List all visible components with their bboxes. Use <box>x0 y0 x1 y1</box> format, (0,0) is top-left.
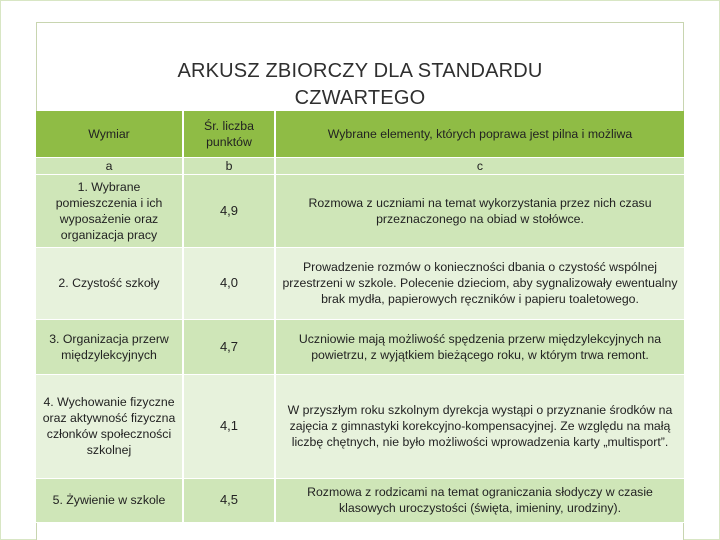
row-1-wymiar: 1. Wybrane pomieszczenia i ich wyposażenie oraz organizacja pracy <box>36 174 183 247</box>
letter-a: a <box>36 157 183 174</box>
row-3-wymiar: 3. Organizacja przerw międzylekcyjnych <box>36 319 183 374</box>
table-row <box>36 174 684 247</box>
row-2-text: Prowadzenie rozmów o konieczności dbania o czystość wspólnej przestrzeni w szkole. Polecenie dzieciom, aby sygnalizowały ewentualny brak mydła, papierowych ręczników i papieru toaletowego. <box>275 247 684 319</box>
table-row <box>36 478 684 522</box>
row-5-score: 4,5 <box>183 478 275 522</box>
table-row <box>36 374 684 478</box>
table-letter-row <box>36 157 684 174</box>
page-title <box>36 58 684 112</box>
row-3-text: Uczniowie mają możliwość spędzenia przerw międzylekcyjnych na powietrzu, z wyjątkiem bieżącego roku, w którym trwa remont. <box>275 319 684 374</box>
row-4-text: W przyszłym roku szkolnym dyrekcja wystąpi o przyznanie środków na zajęcia z gimnastyki korekcyjno-kompensacyjnej. Ze względu na małą liczbę chętnych, nie było możliwości wprowadzenia karty „multisport”. <box>275 374 684 478</box>
table-row <box>36 319 684 374</box>
header-elements: Wybrane elementy, których poprawa jest pilna i możliwa <box>275 111 684 157</box>
table-header-row <box>36 111 684 157</box>
row-4-wymiar: 4. Wychowanie fizyczne oraz aktywność fizyczna członków społeczności szkolnej <box>36 374 183 478</box>
header-wymiar: Wymiar <box>36 111 183 157</box>
letter-c: c <box>275 157 684 174</box>
summary-table <box>36 111 684 523</box>
title-line-1: ARKUSZ ZBIORCZY DLA STANDARDU <box>177 60 543 82</box>
row-4-score: 4,1 <box>183 374 275 478</box>
row-1-score: 4,9 <box>183 174 275 247</box>
row-3-score: 4,7 <box>183 319 275 374</box>
row-5-text: Rozmowa z rodzicami na temat ograniczania słodyczy w czasie klasowych uroczystości (święta, imieniny, urodziny). <box>275 478 684 522</box>
title-line-2: CZWARTEGO <box>294 87 426 109</box>
letter-b: b <box>183 157 275 174</box>
row-2-wymiar: 2. Czystość szkoły <box>36 247 183 319</box>
header-score: Śr. liczba punktów <box>183 111 275 157</box>
row-1-text: Rozmowa z uczniami na temat wykorzystania przez nich czasu przeznaczonego na obiad w stołówce. <box>275 174 684 247</box>
row-5-wymiar: 5. Żywienie w szkole <box>36 478 183 522</box>
row-2-score: 4,0 <box>183 247 275 319</box>
table-row <box>36 247 684 319</box>
